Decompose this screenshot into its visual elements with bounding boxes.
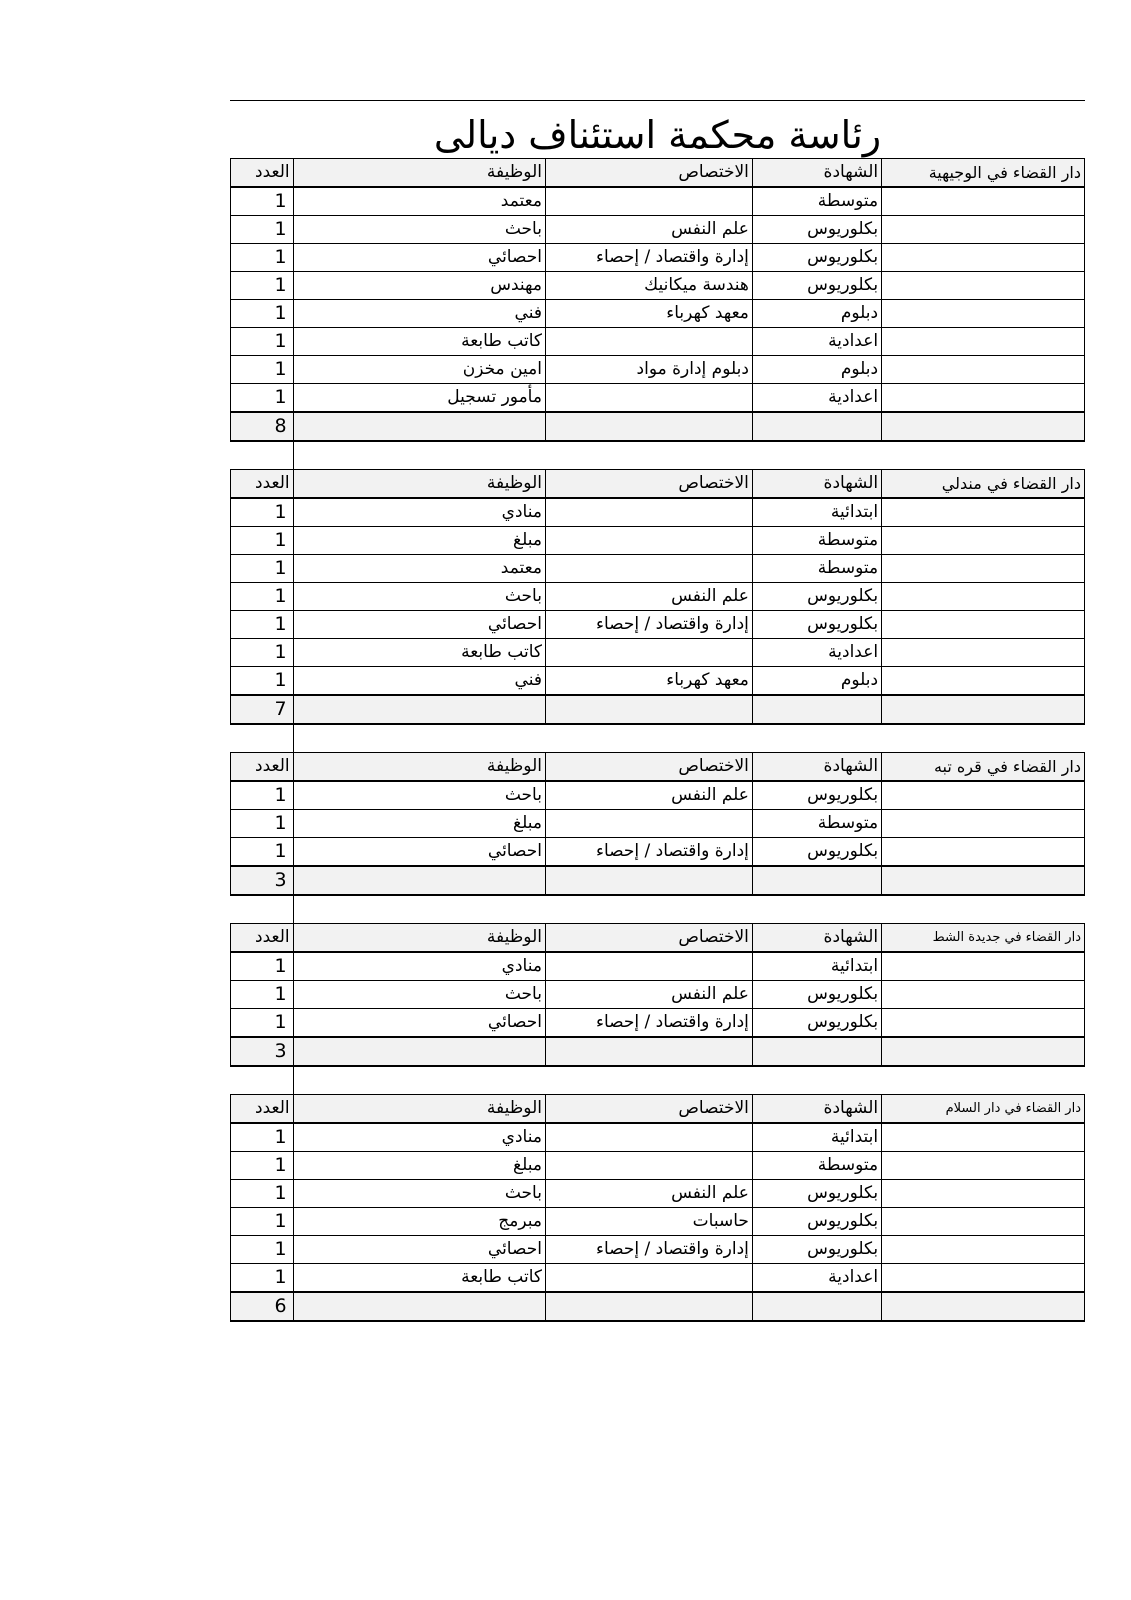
job-cell: كاتب طابعة (293, 639, 545, 667)
empty-cell (293, 1292, 545, 1321)
certificate-cell: بكلوريوس (752, 1009, 881, 1038)
header-job: الوظيفة (293, 1095, 545, 1124)
document-title: رئاسة محكمة استئناف ديالى (433, 113, 882, 157)
specialization-cell (545, 187, 752, 216)
empty-court-cell (882, 300, 1085, 328)
empty-court-cell (882, 384, 1085, 413)
empty-cell (752, 695, 881, 724)
job-cell: باحث (293, 583, 545, 611)
empty-cell (752, 1037, 881, 1066)
table-row (231, 1123, 1085, 1152)
specialization-cell: إدارة واقتصاد / إحصاء (545, 1236, 752, 1264)
job-cell: منادي (293, 1123, 545, 1152)
table-row (231, 498, 1085, 527)
empty-cell (882, 695, 1085, 724)
table-row (231, 639, 1085, 667)
table-row (231, 1208, 1085, 1236)
empty-court-cell (882, 356, 1085, 384)
header-count: العدد (231, 1095, 294, 1124)
header-job: الوظيفة (293, 470, 545, 499)
count-cell: 1 (231, 1152, 294, 1180)
count-cell: 1 (231, 356, 294, 384)
court-name: دار القضاء في دار السلام (882, 1095, 1085, 1124)
certificate-cell: بكلوريوس (752, 1208, 881, 1236)
empty-court-cell (882, 981, 1085, 1009)
count-cell: 1 (231, 1208, 294, 1236)
job-cell: منادي (293, 952, 545, 981)
count-cell: 1 (231, 384, 294, 413)
specialization-cell (545, 527, 752, 555)
count-cell: 1 (231, 1009, 294, 1038)
certificate-cell: دبلوم (752, 356, 881, 384)
certificate-cell: اعدادية (752, 328, 881, 356)
header-count: العدد (231, 159, 294, 188)
empty-court-cell (882, 1264, 1085, 1293)
count-cell: 1 (231, 244, 294, 272)
spacer-cell (231, 724, 294, 753)
specialization-cell: إدارة واقتصاد / إحصاء (545, 838, 752, 867)
court-name: دار القضاء في الوجيهية (882, 159, 1085, 188)
header-specialization: الاختصاص (545, 159, 752, 188)
header-specialization: الاختصاص (545, 470, 752, 499)
header-certificate: الشهادة (752, 159, 881, 188)
certificate-cell: متوسطة (752, 527, 881, 555)
count-cell: 1 (231, 639, 294, 667)
specialization-cell: حاسبات (545, 1208, 752, 1236)
table-row (231, 356, 1085, 384)
job-cell: باحث (293, 981, 545, 1009)
specialization-cell (545, 810, 752, 838)
staffing-table (230, 158, 1085, 1322)
job-cell: فني (293, 300, 545, 328)
section-total-count: 7 (231, 695, 294, 724)
count-cell: 1 (231, 216, 294, 244)
empty-court-cell (882, 244, 1085, 272)
staffing-table-body (231, 159, 1085, 1322)
section-header-row (231, 924, 1085, 953)
specialization-cell: علم النفس (545, 583, 752, 611)
empty-court-cell (882, 216, 1085, 244)
job-cell: معتمد (293, 555, 545, 583)
empty-court-cell (882, 639, 1085, 667)
section-spacer (231, 1066, 1085, 1095)
section-header-row (231, 1095, 1085, 1124)
empty-court-cell (882, 1236, 1085, 1264)
job-cell: امين مخزن (293, 356, 545, 384)
section-header-row (231, 470, 1085, 499)
table-row (231, 328, 1085, 356)
empty-court-cell (882, 555, 1085, 583)
job-cell: باحث (293, 781, 545, 810)
table-row (231, 1236, 1085, 1264)
count-cell: 1 (231, 611, 294, 639)
certificate-cell: اعدادية (752, 384, 881, 413)
header-job: الوظيفة (293, 924, 545, 953)
job-cell: احصائي (293, 1236, 545, 1264)
empty-cell (882, 1037, 1085, 1066)
certificate-cell: بكلوريوس (752, 244, 881, 272)
job-cell: احصائي (293, 838, 545, 867)
header-certificate: الشهادة (752, 470, 881, 499)
count-cell: 1 (231, 328, 294, 356)
specialization-cell: علم النفس (545, 1180, 752, 1208)
table-row (231, 810, 1085, 838)
table-row (231, 611, 1085, 639)
empty-court-cell (882, 781, 1085, 810)
specialization-cell (545, 1123, 752, 1152)
header-count: العدد (231, 924, 294, 953)
certificate-cell: بكلوريوس (752, 583, 881, 611)
count-cell: 1 (231, 583, 294, 611)
table-row (231, 527, 1085, 555)
table-row (231, 1152, 1085, 1180)
empty-court-cell (882, 810, 1085, 838)
empty-court-cell (882, 1180, 1085, 1208)
spacer-cell (293, 441, 1084, 470)
job-cell: معتمد (293, 187, 545, 216)
table-row (231, 838, 1085, 867)
empty-court-cell (882, 952, 1085, 981)
certificate-cell: متوسطة (752, 187, 881, 216)
table-row (231, 244, 1085, 272)
certificate-cell: متوسطة (752, 810, 881, 838)
count-cell: 1 (231, 781, 294, 810)
empty-court-cell (882, 1009, 1085, 1038)
certificate-cell: بكلوريوس (752, 781, 881, 810)
certificate-cell: بكلوريوس (752, 981, 881, 1009)
job-cell: مأمور تسجيل (293, 384, 545, 413)
count-cell: 1 (231, 1264, 294, 1293)
certificate-cell: متوسطة (752, 1152, 881, 1180)
empty-court-cell (882, 187, 1085, 216)
empty-cell (752, 866, 881, 895)
job-cell: فني (293, 667, 545, 696)
specialization-cell (545, 1264, 752, 1293)
job-cell: احصائي (293, 1009, 545, 1038)
count-cell: 1 (231, 187, 294, 216)
job-cell: كاتب طابعة (293, 1264, 545, 1293)
section-total-count: 3 (231, 866, 294, 895)
count-cell: 1 (231, 498, 294, 527)
empty-cell (882, 412, 1085, 441)
certificate-cell: بكلوريوس (752, 1180, 881, 1208)
empty-cell (293, 695, 545, 724)
count-cell: 1 (231, 838, 294, 867)
specialization-cell (545, 952, 752, 981)
top-rule (230, 100, 1085, 101)
table-row (231, 1009, 1085, 1038)
empty-cell (752, 1292, 881, 1321)
section-total-count: 8 (231, 412, 294, 441)
count-cell: 1 (231, 300, 294, 328)
empty-cell (752, 412, 881, 441)
header-certificate: الشهادة (752, 753, 881, 782)
section-total-row (231, 695, 1085, 724)
section-total-count: 3 (231, 1037, 294, 1066)
empty-court-cell (882, 272, 1085, 300)
job-cell: مبلغ (293, 810, 545, 838)
count-cell: 1 (231, 952, 294, 981)
table-row (231, 187, 1085, 216)
certificate-cell: بكلوريوس (752, 216, 881, 244)
header-count: العدد (231, 470, 294, 499)
specialization-cell: دبلوم إدارة مواد (545, 356, 752, 384)
spacer-cell (231, 441, 294, 470)
spacer-cell (293, 1066, 1084, 1095)
court-name: دار القضاء في قره تبه (882, 753, 1085, 782)
table-row (231, 1180, 1085, 1208)
spacer-cell (231, 1066, 294, 1095)
certificate-cell: ابتدائية (752, 1123, 881, 1152)
specialization-cell (545, 384, 752, 413)
specialization-cell: علم النفس (545, 781, 752, 810)
empty-cell (545, 1292, 752, 1321)
count-cell: 1 (231, 527, 294, 555)
court-name: دار القضاء في جديدة الشط (882, 924, 1085, 953)
header-count: العدد (231, 753, 294, 782)
table-row (231, 300, 1085, 328)
table-row (231, 981, 1085, 1009)
section-header-row (231, 159, 1085, 188)
empty-cell (545, 1037, 752, 1066)
certificate-cell: اعدادية (752, 639, 881, 667)
count-cell: 1 (231, 1123, 294, 1152)
header-specialization: الاختصاص (545, 1095, 752, 1124)
table-row (231, 216, 1085, 244)
empty-court-cell (882, 527, 1085, 555)
job-cell: احصائي (293, 244, 545, 272)
header-certificate: الشهادة (752, 1095, 881, 1124)
certificate-cell: دبلوم (752, 667, 881, 696)
certificate-cell: ابتدائية (752, 952, 881, 981)
empty-cell (293, 412, 545, 441)
section-header-row (231, 753, 1085, 782)
job-cell: مبلغ (293, 1152, 545, 1180)
count-cell: 1 (231, 667, 294, 696)
court-sections (230, 158, 1085, 1322)
specialization-cell: علم النفس (545, 981, 752, 1009)
table-row (231, 952, 1085, 981)
header-job: الوظيفة (293, 753, 545, 782)
section-total-row (231, 1037, 1085, 1066)
section-total-row (231, 866, 1085, 895)
table-row (231, 1264, 1085, 1293)
table-row (231, 667, 1085, 696)
table-row (231, 555, 1085, 583)
job-cell: كاتب طابعة (293, 328, 545, 356)
certificate-cell: اعدادية (752, 1264, 881, 1293)
job-cell: مبرمج (293, 1208, 545, 1236)
header-certificate: الشهادة (752, 924, 881, 953)
job-cell: مبلغ (293, 527, 545, 555)
empty-court-cell (882, 498, 1085, 527)
specialization-cell (545, 1152, 752, 1180)
empty-court-cell (882, 611, 1085, 639)
certificate-cell: دبلوم (752, 300, 881, 328)
table-row (231, 384, 1085, 413)
count-cell: 1 (231, 272, 294, 300)
job-cell: احصائي (293, 611, 545, 639)
job-cell: مهندس (293, 272, 545, 300)
specialization-cell: معهد كهرباء (545, 667, 752, 696)
empty-court-cell (882, 1208, 1085, 1236)
spacer-cell (231, 895, 294, 924)
certificate-cell: ابتدائية (752, 498, 881, 527)
section-spacer (231, 724, 1085, 753)
empty-court-cell (882, 1123, 1085, 1152)
count-cell: 1 (231, 981, 294, 1009)
empty-cell (545, 866, 752, 895)
specialization-cell: إدارة واقتصاد / إحصاء (545, 1009, 752, 1038)
job-cell: باحث (293, 1180, 545, 1208)
empty-cell (882, 866, 1085, 895)
specialization-cell: معهد كهرباء (545, 300, 752, 328)
table-row (231, 583, 1085, 611)
empty-court-cell (882, 838, 1085, 867)
section-spacer (231, 895, 1085, 924)
table-row (231, 781, 1085, 810)
count-cell: 1 (231, 1236, 294, 1264)
certificate-cell: بكلوريوس (752, 1236, 881, 1264)
header-job: الوظيفة (293, 159, 545, 188)
empty-court-cell (882, 1152, 1085, 1180)
specialization-cell: علم النفس (545, 216, 752, 244)
spacer-cell (293, 724, 1084, 753)
empty-cell (882, 1292, 1085, 1321)
specialization-cell (545, 498, 752, 527)
empty-cell (293, 1037, 545, 1066)
specialization-cell (545, 639, 752, 667)
empty-court-cell (882, 667, 1085, 696)
section-spacer (231, 441, 1085, 470)
empty-court-cell (882, 583, 1085, 611)
certificate-cell: بكلوريوس (752, 272, 881, 300)
job-cell: منادي (293, 498, 545, 527)
certificate-cell: بكلوريوس (752, 838, 881, 867)
table-row (231, 272, 1085, 300)
empty-court-cell (882, 328, 1085, 356)
count-cell: 1 (231, 810, 294, 838)
specialization-cell: إدارة واقتصاد / إحصاء (545, 244, 752, 272)
count-cell: 1 (231, 1180, 294, 1208)
specialization-cell: إدارة واقتصاد / إحصاء (545, 611, 752, 639)
specialization-cell (545, 328, 752, 356)
section-total-row (231, 412, 1085, 441)
header-specialization: الاختصاص (545, 924, 752, 953)
certificate-cell: بكلوريوس (752, 611, 881, 639)
count-cell: 1 (231, 555, 294, 583)
empty-cell (545, 695, 752, 724)
header-specialization: الاختصاص (545, 753, 752, 782)
section-total-row (231, 1292, 1085, 1321)
job-cell: باحث (293, 216, 545, 244)
empty-cell (545, 412, 752, 441)
specialization-cell (545, 555, 752, 583)
spacer-cell (293, 895, 1084, 924)
certificate-cell: متوسطة (752, 555, 881, 583)
specialization-cell: هندسة ميكانيك (545, 272, 752, 300)
empty-cell (293, 866, 545, 895)
section-total-count: 6 (231, 1292, 294, 1321)
court-name: دار القضاء في مندلي (882, 470, 1085, 499)
